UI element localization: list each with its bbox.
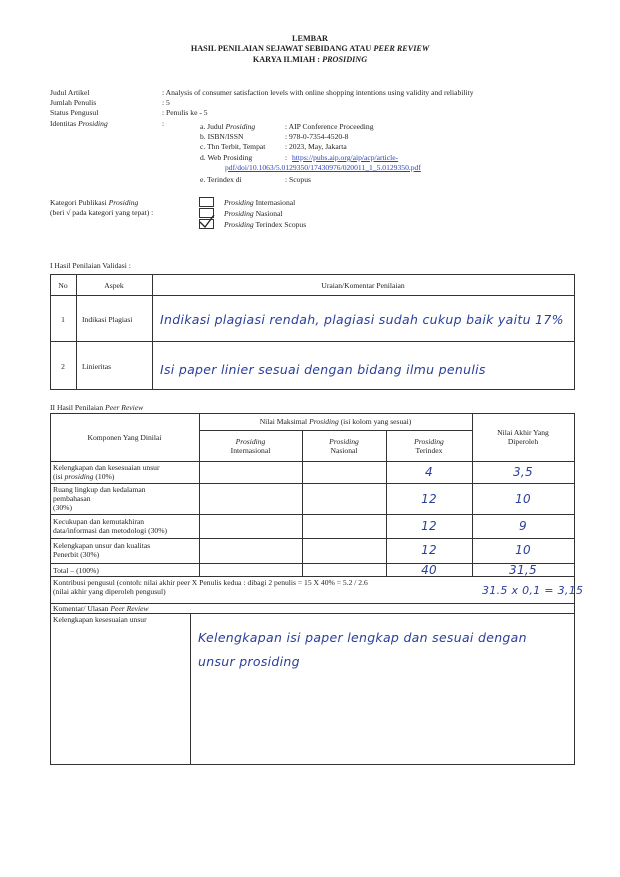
item-a-key-text: a. Judul [200, 122, 224, 131]
row-kelengkapan-label-1: Kelengkapan dan kesesuaian unsur [53, 463, 160, 472]
subcol-nasional-rest: Nasional [330, 446, 358, 455]
row-ruang-lingkup-label-1: Ruang lingkup dan kedalaman [53, 485, 146, 494]
row-kelengkapan-terindex: 4 [425, 465, 433, 479]
row2-no: 2 [61, 362, 65, 371]
row-penerbit-akhir: 10 [515, 543, 531, 557]
col-header-maks-text: Nilai Maksimal [259, 417, 308, 426]
identitas-label-text: Identitas [50, 119, 77, 128]
doc-heading-2 [0, 44, 620, 53]
row2-aspek: Linieritas [82, 362, 112, 371]
row-ruang-lingkup-akhir: 10 [515, 492, 531, 506]
row-kecukupan-label-1: Kecukupan dan kemutakhiran [53, 517, 145, 526]
subcol-nasional-italic: Prosiding [329, 437, 359, 446]
kontribusi-label-2: (nilai akhir yang diperoleh pengusul) [53, 587, 166, 596]
option-internasional [224, 198, 295, 207]
section2-title [50, 403, 143, 412]
komentar-header-text: Komentar/ Ulasan [53, 604, 109, 613]
identitas-item-e-value: : Scopus [285, 175, 311, 184]
identitas-label [50, 119, 108, 128]
total-akhir: 31,5 [509, 563, 537, 577]
komentar-header [53, 604, 149, 613]
heading-2-text: HASIL PENILAIAN SEJAWAT SEBIDANG ATAU [190, 44, 372, 53]
subcol-internasional [199, 437, 302, 455]
col-header-komponen: Komponen Yang Dinilai [87, 433, 162, 442]
row-ruang-lingkup-terindex: 12 [421, 492, 437, 506]
kategori-label-1-italic: Prosiding [108, 198, 139, 207]
option-nasional-rest: Nasional [253, 209, 283, 218]
identitas-item-c-value: : 2023, May, Jakarta [285, 142, 347, 151]
col-header-akhir [472, 428, 574, 446]
kategori-label-1-text: Kategori Publikasi [50, 198, 107, 207]
subcol-internasional-italic: Prosiding [235, 437, 266, 446]
identitas-item-d-value: : [285, 153, 288, 162]
identitas-colon: : [162, 119, 165, 128]
identitas-item-c-key: c. Thn Terbit, Tempat [200, 142, 266, 151]
kategori-label-2: (beri √ pada kategori yang tepat) : [50, 208, 154, 217]
row-kelengkapan-label-2: (isi prosiding (10%) [53, 472, 115, 481]
row-kelengkapan-label-2-rest: (10%) [95, 472, 115, 481]
subcol-terindex-rest: Terindex [415, 446, 443, 455]
total-terindex: 40 [421, 563, 437, 577]
row-kecukupan-akhir: 9 [519, 519, 527, 533]
identitas-item-a-value: : AIP Conference Proceeding [285, 122, 374, 131]
identitas-item-e-key: e. Terindex di [200, 175, 242, 184]
identitas-label-italic: Prosiding [78, 119, 108, 128]
row-kelengkapan-label [53, 463, 160, 481]
kontribusi-value: 31.5 x 0,1 = 3,15 [482, 584, 584, 597]
kategori-label-1 [50, 198, 138, 207]
option-internasional-italic: Prosiding [224, 198, 254, 207]
row-kecukupan-label [53, 517, 167, 535]
status-value: : Penulis ke - 5 [162, 108, 208, 117]
subcol-nasional [302, 437, 386, 455]
row-penerbit-terindex: 12 [421, 543, 437, 557]
row-kelengkapan-akhir: 3,5 [513, 465, 533, 479]
option-nasional [224, 209, 283, 218]
row-penerbit-label-2: Penerbit (30%) [53, 550, 100, 559]
doc-heading-1: LEMBAR [292, 34, 328, 43]
doc-heading-3 [0, 55, 620, 64]
section2-title-italic: Peer Review [105, 403, 144, 412]
row2-komentar: Isi paper linier sesuai dengan bidang ilmu penulis [160, 362, 486, 377]
judul-value: : Analysis of consumer satisfaction levels with online shopping intentions using validity and reliability [162, 88, 474, 97]
subcol-internasional-rest: Internasional [230, 446, 271, 455]
subcol-terindex-italic: Prosiding [414, 437, 444, 446]
komentar-header-italic: Peer Review [110, 604, 149, 613]
komentar-text-1: Kelengkapan isi paper lengkap dan sesuai dengan [198, 630, 527, 645]
komentar-row-label: Kelengkapan kesesuaian unsur [53, 615, 147, 624]
row-kelengkapan-label-2-prefix: isi [55, 472, 63, 481]
checkbox-internasional[interactable] [199, 197, 214, 207]
jumlah-label: Jumlah Penulis [50, 98, 97, 107]
row-ruang-lingkup-label [53, 485, 146, 512]
judul-label: Judul Artikel [50, 88, 90, 97]
col-header-aspek: Aspek [104, 281, 124, 290]
kontribusi-label [53, 578, 368, 596]
heading-2-italic: PEER REVIEW [373, 44, 430, 53]
col-header-maks-rest: (isi kolom yang sesuai) [340, 417, 412, 426]
section2-title-text: II Hasil Penilaian [50, 403, 104, 412]
row-penerbit-label [53, 541, 150, 559]
row-kecukupan-label-2: data/informasi dan metodologi (30%) [53, 526, 168, 535]
col-header-akhir-2: Diperoleh [507, 437, 539, 446]
option-scopus-rest: Terindex Scopus [253, 220, 307, 229]
identitas-item-b-value: : 978-0-7354-4520-8 [285, 132, 349, 141]
total-label: Total – (100%) [53, 566, 99, 575]
identitas-item-a-key [200, 122, 255, 131]
option-scopus [224, 220, 306, 229]
heading-3-italic: PROSIDING [322, 55, 368, 64]
col-header-akhir-1: Nilai Akhir Yang [497, 428, 549, 437]
subcol-terindex [386, 437, 472, 455]
col-header-uraian: Uraian/Komentar Penilaian [321, 281, 405, 290]
row1-aspek: Indikasi Plagiasi [82, 315, 133, 324]
option-scopus-italic: Prosiding [224, 220, 254, 229]
kontribusi-label-1: Kontribusi pengusul (contoh: nilai akhir peer X Penulis kedua : dibagi 2 penulis = 15 X 40% = 5.2 / 2.6 [53, 578, 368, 587]
web-prosiding-link-1[interactable]: https://pubs.aip.org/aip/acp/article- [292, 153, 399, 162]
row1-no: 1 [61, 315, 65, 324]
row-kelengkapan-label-2-italic: prosiding [64, 472, 94, 481]
jumlah-value: : 5 [162, 98, 170, 107]
row-penerbit-label-1: Kelengkapan unsur dan kualitas [53, 541, 151, 550]
check-mark-icon [198, 213, 216, 229]
identitas-item-d-key: d. Web Prosiding [200, 153, 253, 162]
col-header-maks-italic: Prosiding [309, 417, 339, 426]
item-a-key-italic: Prosiding [225, 122, 256, 131]
option-internasional-rest: Internasional [253, 198, 296, 207]
status-label: Status Pengusul [50, 108, 99, 117]
option-nasional-italic: Prosiding [224, 209, 254, 218]
row-ruang-lingkup-label-3: (30%) [53, 503, 72, 512]
heading-3-text: KARYA ILMIAH : [252, 55, 321, 64]
col-header-maks [199, 417, 472, 426]
identitas-item-b-key: b. ISBN/ISSN [200, 132, 244, 141]
web-prosiding-link-2[interactable]: pdf/doi/10.1063/5.0129350/17430976/020011_1_5.0129350.pdf [225, 163, 421, 172]
section1-title: I Hasil Penilaian Validasi : [50, 261, 131, 270]
komentar-text-2: unsur prosiding [198, 654, 300, 669]
row1-komentar: Indikasi plagiasi rendah, plagiasi sudah cukup baik yaitu 17% [160, 312, 564, 327]
col-header-no: No [58, 281, 68, 290]
row-kecukupan-terindex: 12 [421, 519, 437, 533]
row-ruang-lingkup-label-2: pembahasan [53, 494, 91, 503]
